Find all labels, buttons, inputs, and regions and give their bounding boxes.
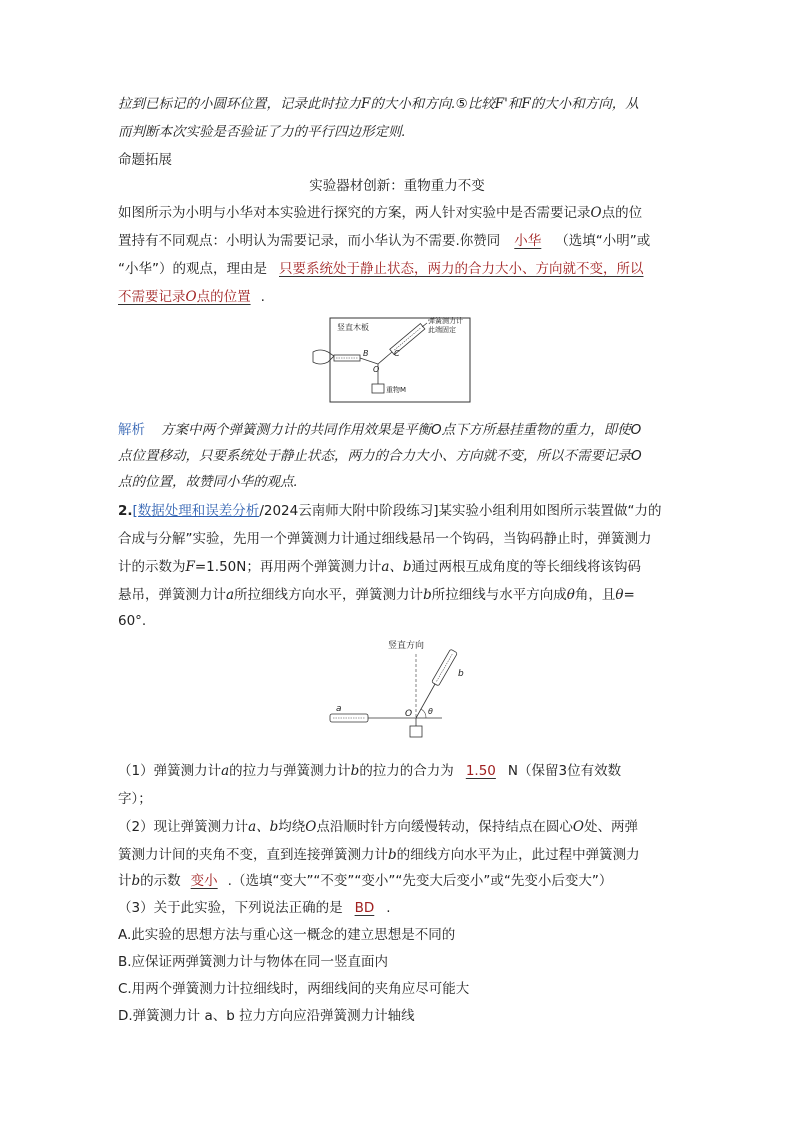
text: N（保留3位有效数 xyxy=(507,763,622,779)
hook-weight xyxy=(410,726,422,737)
answer-blank: 1.50 xyxy=(465,763,496,779)
subquestion-1 xyxy=(118,762,621,780)
text: （选填“小明”或 xyxy=(555,233,651,249)
label-theta: θ xyxy=(428,707,433,716)
var-F-prime: F' xyxy=(494,96,508,112)
text: . xyxy=(386,900,391,916)
var-a: a xyxy=(221,763,230,779)
answer-blank: 只要系统处于静止状态，两力的合力大小、方向就不变，所以 xyxy=(279,261,644,277)
var-ab: a、b xyxy=(248,819,279,835)
question-2-line: 合成与分解”实验，先用一个弹簧测力计通过细线悬吊一个钩码，当钩码静止时，弹簧测力 xyxy=(118,531,652,547)
text: （3）关于此实验，下列说法正确的是 xyxy=(118,900,343,916)
option-D: D.弹簧测力计 a、b 拉力方向应沿弹簧测力计轴线 xyxy=(118,1008,415,1024)
paragraph-line xyxy=(118,260,644,278)
text: =1.50N；再用两个弹簧测力计 xyxy=(194,559,382,575)
label-b: b xyxy=(458,669,464,679)
text: 悬吊，弹簧测力计 xyxy=(118,587,226,603)
analysis-line xyxy=(118,421,641,439)
hand-icon xyxy=(313,350,334,364)
label-a: a xyxy=(336,704,342,714)
var-O: O xyxy=(305,819,317,835)
question-2-line xyxy=(118,502,661,520)
text: （2）现让弹簧测力计 xyxy=(118,819,249,835)
subquestion-2-cont xyxy=(118,872,612,890)
text: 方案中两个弹簧测力计的共同作用效果是平衡O点下方所悬挂重物的重力，即使O xyxy=(161,422,642,438)
spring-label-1: 弹簧测力计 xyxy=(428,317,463,325)
var-b: b xyxy=(350,763,360,779)
text: 所拉细线方向水平，弹簧测力计 xyxy=(234,587,424,603)
answer-blank: 小华 xyxy=(514,233,542,249)
text: 簧测力计间的夹角不变，直到连接弹簧测力计 xyxy=(118,847,388,863)
text: 的大小和方向，从 xyxy=(530,96,639,112)
text: 的示数 xyxy=(140,873,181,889)
point-O: O xyxy=(373,365,380,374)
text: 点的位 xyxy=(601,205,643,221)
text: “小华”）的观点，理由是 xyxy=(118,261,267,277)
paragraph-line: 不需要记录O点的位置 . xyxy=(118,289,265,305)
label-O: O xyxy=(405,709,413,719)
var-b: b xyxy=(131,873,141,889)
text: 拉到已标记的小圆环位置，记录此时拉力 xyxy=(118,96,361,112)
text: /2024云南师大附中阶段练习]某实验小组利用如图所示装置做“力的 xyxy=(259,503,662,519)
text: 的细线方向水平为止，此过程中弹簧测力 xyxy=(396,847,640,863)
paragraph-line xyxy=(118,232,650,250)
text: 置持有不同观点：小明认为需要记录，而小华认为不需要.你赞同 xyxy=(118,233,501,249)
var-a: a xyxy=(226,587,235,603)
subquestion-3 xyxy=(118,899,391,917)
text: 的拉力的合力为 xyxy=(359,763,454,779)
text: 通过两根互成角度的等长细线将该钩码 xyxy=(411,559,642,575)
analysis-label: 解析 xyxy=(118,422,145,438)
var-F: F xyxy=(185,559,195,575)
answer-blank: 点的位置 xyxy=(196,289,251,305)
weight-label: 重物M xyxy=(386,386,407,394)
text: （1）弹簧测力计 xyxy=(118,763,222,779)
option-A: A.此实验的思想方法与重心这一概念的建立思想是不同的 xyxy=(118,927,456,943)
text: 计的示数为 xyxy=(118,559,186,575)
figure-board-setup xyxy=(310,312,480,404)
option-B: B.应保证两弹簧测力计与物体在同一竖直面内 xyxy=(118,954,389,970)
var-b: b xyxy=(388,847,397,863)
question-2-line xyxy=(118,558,641,576)
point-B: B xyxy=(363,349,369,358)
section-subtitle: 实验器材创新：重物重力不变 xyxy=(309,178,485,194)
text: .（选填“变大”“不变”“变小”“先变大后变小”或“先变小后变大”） xyxy=(227,873,613,889)
intro-line-2: 而判断本次实验是否验证了力的平行四边形定则. xyxy=(118,124,406,140)
text: = xyxy=(623,587,635,603)
text: 均绕 xyxy=(278,819,306,835)
var-O: O xyxy=(590,205,602,221)
spring-label-2: 此端固定 xyxy=(428,326,456,334)
question-tag: [数据处理和误差分析 xyxy=(132,503,260,519)
vertical-direction-label: 竖直方向 xyxy=(388,641,425,651)
subquestion-1-cont: 字）； xyxy=(118,791,152,807)
text: 计 xyxy=(118,873,132,889)
var-theta: θ xyxy=(615,587,624,603)
var-F: F xyxy=(521,96,531,112)
answer-blank: 不需要记录 xyxy=(118,289,186,305)
question-2-line xyxy=(118,586,635,604)
var-ab: a、b xyxy=(381,559,412,575)
weight-block xyxy=(372,384,384,393)
var-F: F xyxy=(361,96,371,112)
board-label: 竖直木板 xyxy=(337,323,369,332)
text: 处、两弹 xyxy=(583,819,638,835)
answer-blank: BD xyxy=(354,900,375,916)
question-2-line: 60°. xyxy=(118,613,147,629)
var-b: b xyxy=(423,587,432,603)
intro-line-1 xyxy=(118,95,639,113)
point-C: C xyxy=(394,349,400,358)
answer-blank: 变小 xyxy=(190,873,218,889)
text: 点沿顺时针方向缓慢转动，保持结点在圆心 xyxy=(316,819,573,835)
text: 和 xyxy=(507,96,522,112)
text: 如图所示为小明与小华对本实验进行探究的方案，两人针对实验中是否需要记录 xyxy=(118,205,591,221)
option-C: C.用两个弹簧测力计拉细线时，两细线间的夹角应尽可能大 xyxy=(118,981,470,997)
text: 的大小和方向.⑤比较 xyxy=(370,96,495,112)
var-O: O xyxy=(185,289,197,305)
analysis-line: 点位置移动，只要系统处于静止状态，两力的合力大小、方向就不变，所以不需要记录O xyxy=(118,448,642,464)
figure-two-meters xyxy=(320,636,480,740)
text: 角，且 xyxy=(574,587,616,603)
var-O: O xyxy=(572,819,584,835)
question-number: 2. xyxy=(118,503,133,519)
subquestion-2 xyxy=(118,818,638,836)
text: 的拉力与弹簧测力计 xyxy=(229,763,351,779)
section-heading: 命题拓展 xyxy=(118,152,172,168)
paragraph-line xyxy=(118,204,642,222)
text: 所拉细线与水平方向成 xyxy=(431,587,567,603)
subquestion-2-cont xyxy=(118,846,640,864)
var-theta: θ xyxy=(566,587,575,603)
analysis-line: 点的位置，故赞同小华的观点. xyxy=(118,474,298,490)
